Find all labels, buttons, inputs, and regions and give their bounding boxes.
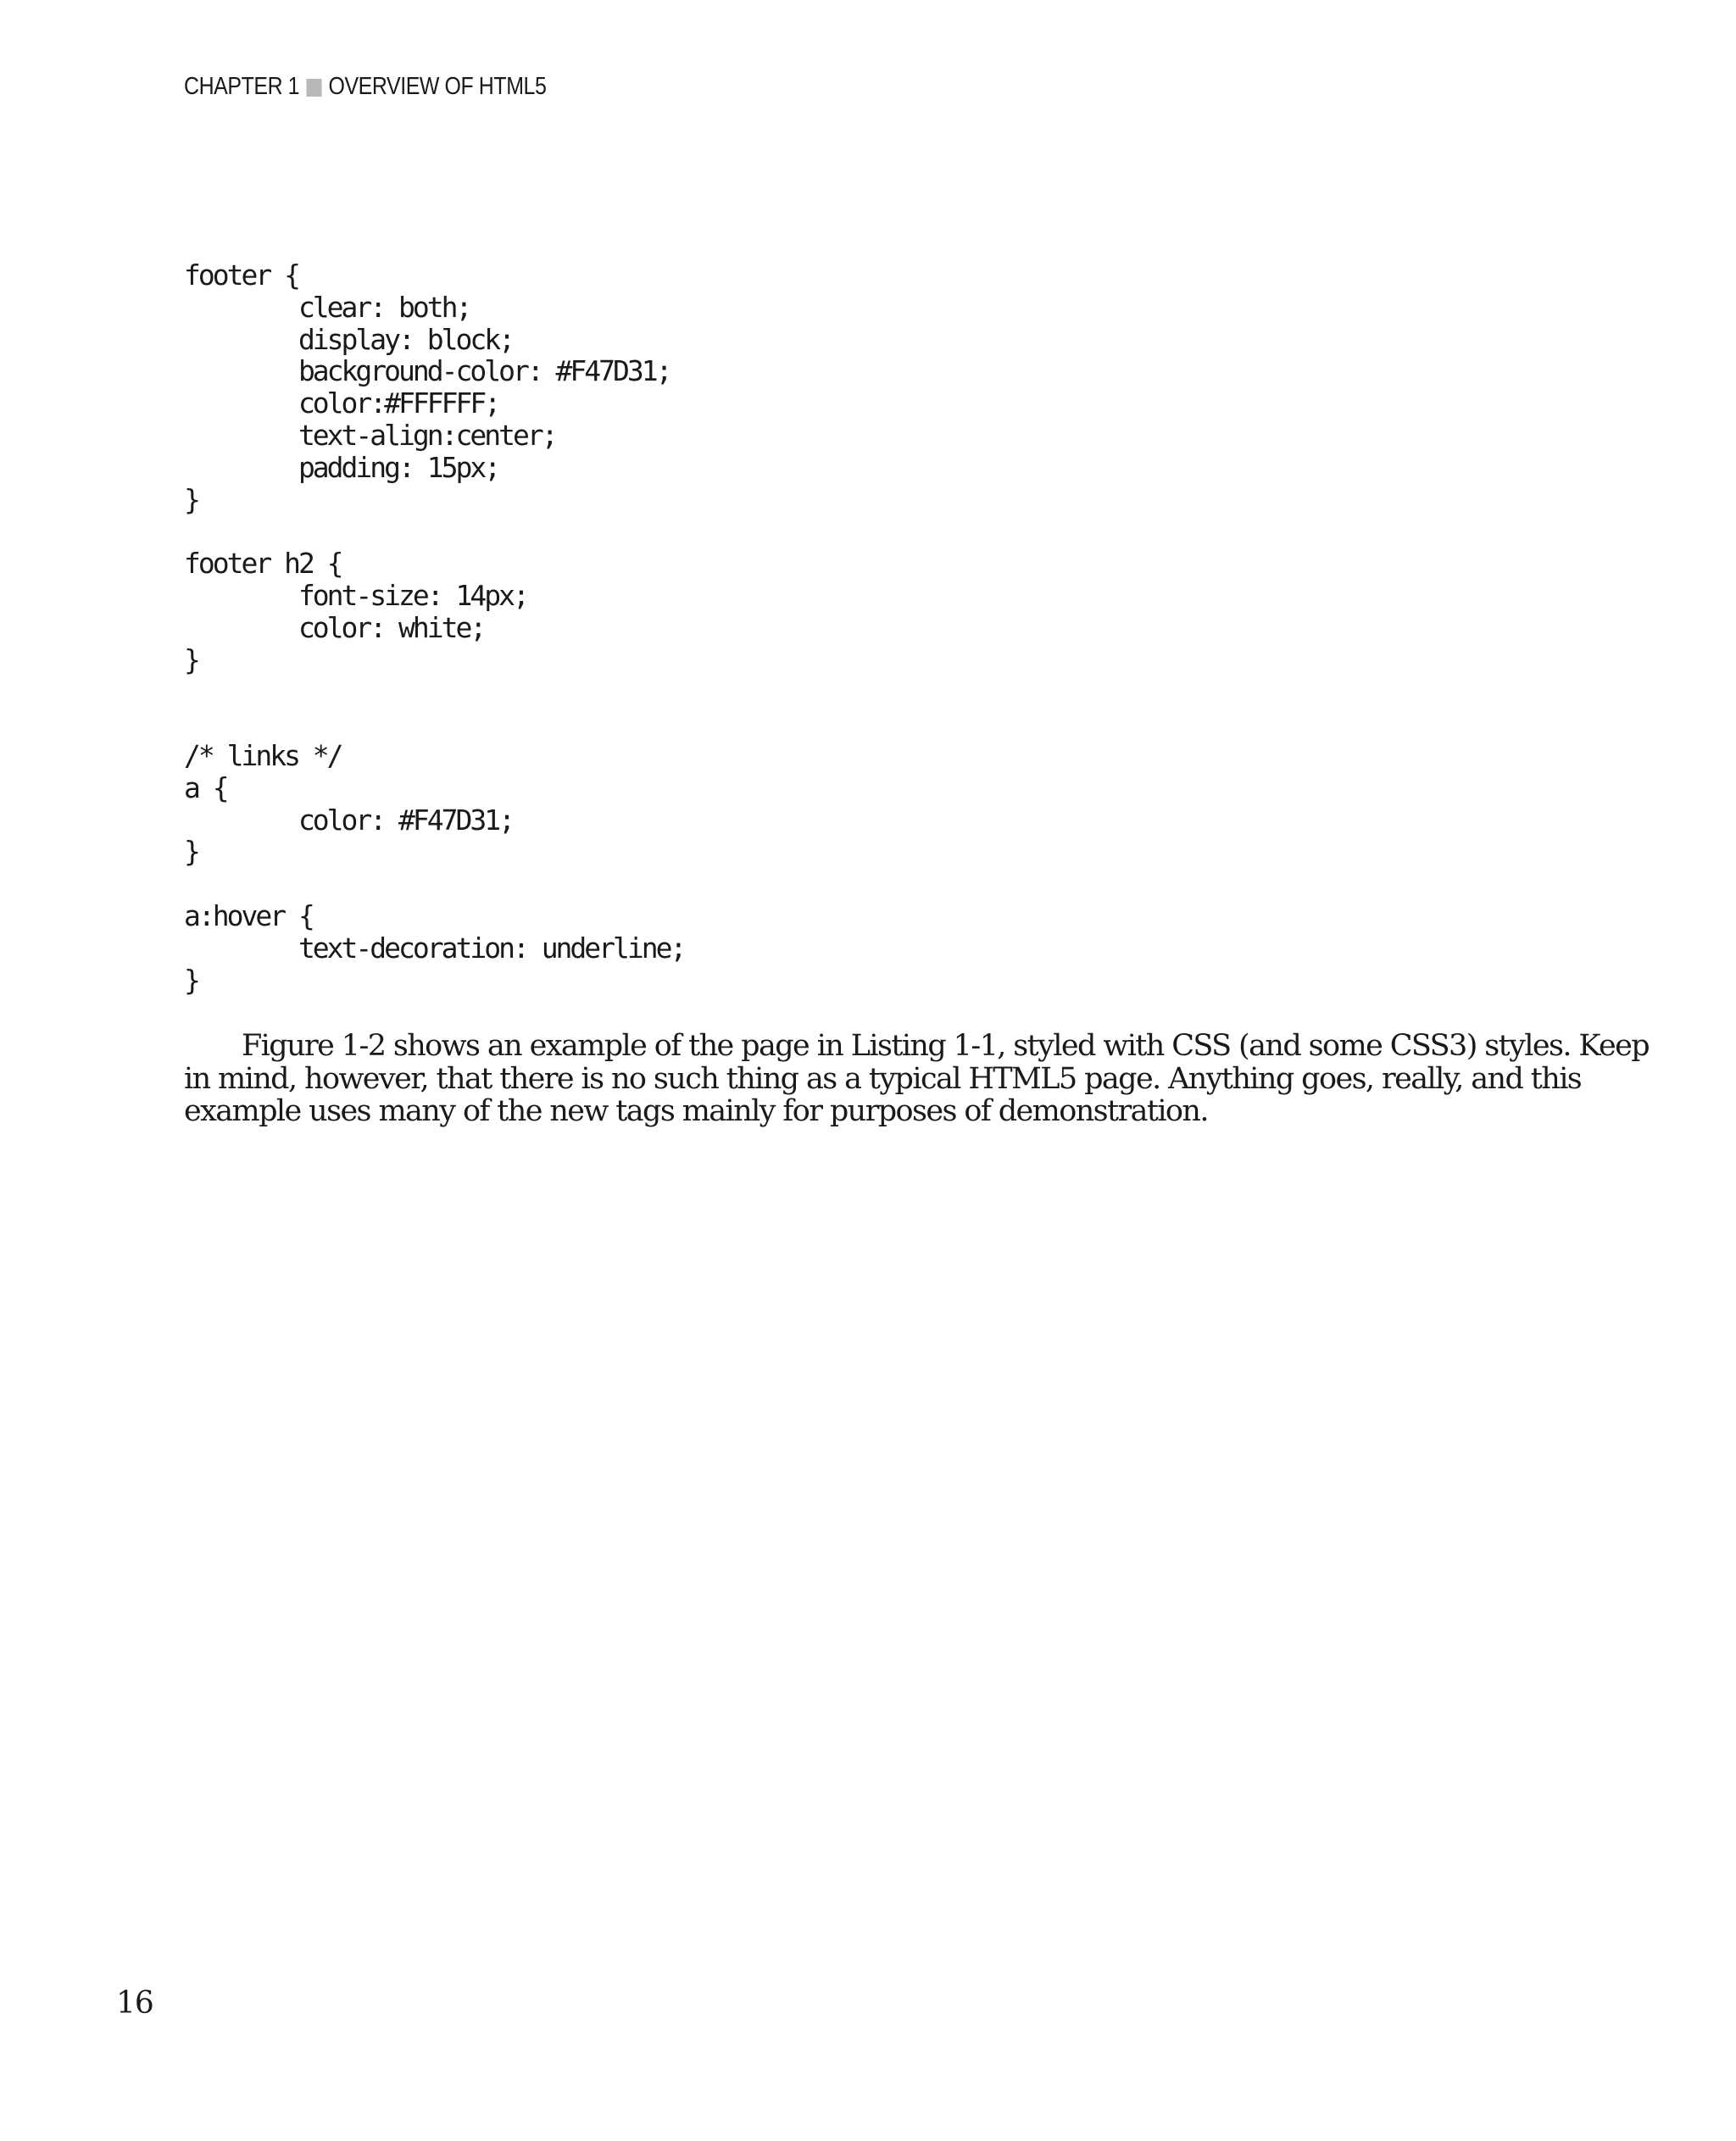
code-line: a:hover { bbox=[184, 898, 313, 932]
paragraph-line: Figure 1-2 shows an example of the page in Listing 1-1, styled with CSS (and some CSS3) styles. Keep bbox=[242, 1029, 1650, 1063]
code-line: color: #F47D31; bbox=[184, 803, 513, 837]
code-line: } bbox=[184, 482, 198, 516]
code-line: clear: both; bbox=[184, 290, 470, 324]
chapter-label: CHAPTER 1 bbox=[184, 73, 300, 100]
paragraph-line: in mind, however, that there is no such thing as a typical HTML5 page. Anything goes, really, and this bbox=[184, 1061, 1582, 1096]
code-line: font-size: 14px; bbox=[184, 578, 527, 612]
code-line: footer h2 { bbox=[184, 547, 342, 581]
code-line: } bbox=[184, 963, 198, 997]
code-line: padding: 15px; bbox=[184, 450, 499, 484]
code-line: display: block; bbox=[184, 322, 513, 356]
code-line: a { bbox=[184, 770, 227, 804]
code-line bbox=[184, 676, 684, 708]
running-head bbox=[184, 73, 546, 101]
paragraph-line: example uses many of the new tags mainly for purposes of demonstration. bbox=[184, 1094, 1208, 1128]
code-line: text-align:center; bbox=[184, 418, 556, 452]
code-line bbox=[184, 868, 684, 900]
code-line bbox=[184, 708, 684, 740]
code-line: background-color: #F47D31; bbox=[184, 354, 670, 388]
code-line: /* links */ bbox=[184, 738, 342, 772]
code-listing bbox=[184, 259, 684, 996]
code-line: } bbox=[184, 835, 198, 869]
body-paragraph bbox=[184, 1029, 1650, 1128]
page-number: 16 bbox=[116, 1986, 153, 2021]
code-line: color:#FFFFFF; bbox=[184, 386, 499, 420]
code-line: footer { bbox=[184, 259, 298, 292]
code-line: } bbox=[184, 642, 198, 676]
square-icon bbox=[307, 79, 322, 97]
code-line bbox=[184, 515, 684, 548]
code-line: text-decoration: underline; bbox=[184, 931, 685, 965]
code-line: color: white; bbox=[184, 610, 485, 644]
chapter-title: OVERVIEW OF HTML5 bbox=[328, 73, 547, 100]
